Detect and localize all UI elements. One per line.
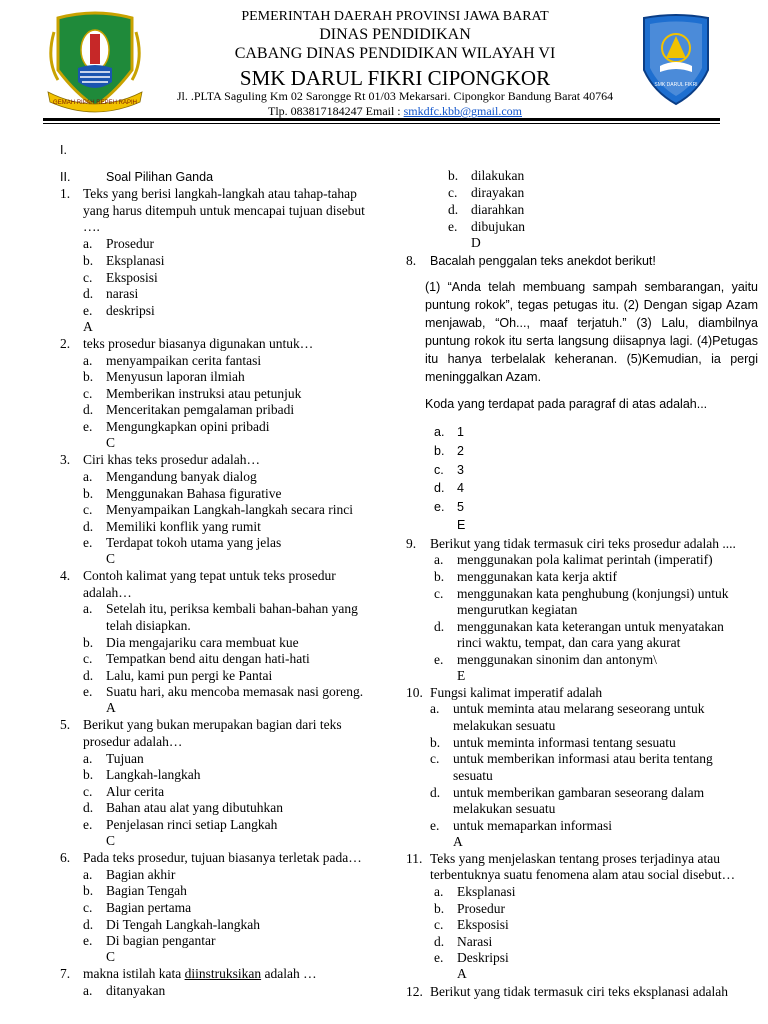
option-text: untuk memaparkan informasi [453,818,612,833]
option-letter: a. [434,425,445,439]
option-letter: d. [83,800,94,815]
question-number: 12. [406,984,423,999]
option-text: Alur cerita [106,784,165,799]
option-text: Lalu, kami pun pergi ke Pantai [106,668,273,683]
answer-key: A [83,319,93,334]
option-text: mengurutkan kegiatan [457,602,578,617]
question-number: 8. [406,253,417,268]
answer-key: E [457,518,466,532]
answer-key: A [453,834,463,849]
option-text: sesuatu [453,768,493,783]
option-text: Menyampaikan Langkah-langkah secara rinci [106,502,354,517]
option-text: melakukan sesuatu [453,801,556,816]
option-text: Terdapat tokoh utama yang jelas [106,535,282,550]
header-school-name: SMK DARUL FIKRI CIPONGKOR [239,66,551,90]
option-letter: a. [83,353,93,368]
option-letter: b. [448,168,459,183]
question-text: teks prosedur biasanya digunakan untuk… [83,336,314,351]
header-divider-thick [43,118,720,121]
option-text: Eksposisi [106,270,158,285]
option-text: Di bagian pengantar [106,933,216,948]
option-text: narasi [106,286,139,301]
option-letter: c. [430,751,440,766]
option-text: diarahkan [471,202,525,217]
question-text: Fungsi kalimat imperatif adalah [430,685,603,700]
option-letter: c. [434,463,444,477]
question-text: Bacalah penggalan teks anekdot berikut! [430,254,656,268]
option-letter: e. [83,419,93,434]
school-badge-logo [638,14,714,106]
answer-key: A [106,700,116,715]
option-text: Memberikan instruksi atau petunjuk [106,386,302,401]
question-text: Ciri khas teks prosedur adalah… [83,452,260,467]
question-number: 11. [406,851,423,866]
option-text: Setelah itu, periksa kembali bahan-bahan yang [106,601,358,616]
option-letter: d. [434,619,445,634]
option-text: melakukan sesuatu [453,718,556,733]
question-text: Teks yang berisi langkah-langkah atau tahap-tahap [83,186,357,201]
option-text: Bagian pertama [106,900,192,915]
option-text: dilakukan [471,168,525,183]
option-text: Bahan atau alat yang dibutuhkan [106,800,283,815]
question-number: 4. [60,568,71,583]
option-text: Langkah-langkah [106,767,201,782]
option-letter: d. [83,519,94,534]
option-text: menggunakan kata keterangan untuk menyatakan [457,619,724,634]
option-letter: b. [434,901,445,916]
answer-key: C [106,833,116,848]
section-number-1: I. [60,143,67,157]
option-letter: a. [434,552,444,567]
option-text: menggunakan kata kerja aktif [457,569,618,584]
option-text: untuk memberikan informasi atau berita tentang [453,751,713,766]
header-divider-thin [43,123,720,124]
option-text: telah disiapkan. [106,618,191,633]
option-text: Menceritakan pemgalaman pribadi [106,402,295,417]
question-text [83,966,317,982]
option-letter: c. [83,651,93,666]
option-letter: c. [83,784,93,799]
question-text-part: adalah … [261,966,317,981]
underlined-term: diinstruksikan [184,966,262,981]
option-text: Memiliki konflik yang rumit [106,519,261,534]
option-letter: b. [83,369,94,384]
option-text: dirayakan [471,185,525,200]
option-text: Prosedur [106,236,154,251]
question-number: 7. [60,966,71,981]
option-text: Di Tengah Langkah-langkah [106,917,261,932]
option-letter: c. [434,917,444,932]
section-number-2: II. [60,170,71,184]
option-letter: a. [83,751,93,766]
question-text: adalah… [83,585,132,600]
option-letter: a. [83,469,93,484]
header-government: PEMERINTAH DAERAH PROVINSI JAWA BARAT [241,9,549,24]
option-text: Deskripsi [457,950,509,965]
answer-key: C [106,949,116,964]
option-text: menggunakan pola kalimat perintah (imperatif) [457,552,713,567]
option-letter: c. [83,900,93,915]
option-text: Mengandung banyak dialog [106,469,257,484]
section-title: Soal Pilihan Ganda [106,170,214,184]
question-text: Contoh kalimat yang tepat untuk teks prosedur [83,568,336,583]
option-text: menggunakan sinonim dan antonym\ [457,652,657,667]
option-text: untuk memberikan gambaran seseorang dalam [453,785,705,800]
option-text: 4 [457,481,464,495]
option-letter: a. [434,884,444,899]
option-text: Penjelasan rinci setiap Langkah [106,817,278,832]
option-letter: c. [83,386,93,401]
option-letter: d. [430,785,441,800]
option-letter: c. [83,502,93,517]
option-letter: d. [83,668,94,683]
option-letter: a. [430,701,440,716]
option-text: Bagian Tengah [106,883,187,898]
option-letter: d. [83,917,94,932]
question-text: Teks yang menjelaskan tentang proses terjadinya atau [430,851,720,866]
option-text: untuk meminta atau melarang seseorang untuk [453,701,705,716]
answer-key: C [106,551,116,566]
option-letter: e. [83,535,93,550]
option-letter: e. [83,303,93,318]
option-letter: e. [83,684,93,699]
option-text: Narasi [457,934,493,949]
option-letter: d. [83,402,94,417]
option-letter: d. [448,202,459,217]
question-text: prosedur adalah… [83,734,183,749]
answer-key: A [457,966,467,981]
option-text: Eksplanasi [457,884,516,899]
option-text: 2 [457,444,464,458]
answer-key: C [106,435,116,450]
header-address: Jl. .PLTA Saguling Km 02 Sarongge Rt 01/03 Mekarsari. Cipongkor Bandung Barat 40764 [176,89,614,103]
option-text: rinci waktu, tempat, dan cara yang akurat [457,635,681,650]
question-text: Koda yang terdapat pada paragraf di atas adalah... [425,397,708,411]
question-text: …. [83,219,100,234]
option-text: Mengungkapkan opini pribadi [106,419,270,434]
question-text: terbentuknya suatu fenomena alam atau social disebut… [430,867,736,882]
option-letter: b. [83,767,94,782]
question-number: 9. [406,536,417,551]
header-contact [150,104,640,119]
option-text: Eksposisi [457,917,509,932]
question-text: yang harus ditempuh untuk mencapai tujuan disebut [83,203,365,218]
option-text: ditanyakan [106,983,166,998]
option-letter: a. [83,867,93,882]
option-text: 5 [457,500,464,514]
question-number: 5. [60,717,71,732]
option-text: deskripsi [106,303,155,318]
option-text: Menyusun laporan ilmiah [106,369,245,384]
option-letter: c. [83,270,93,285]
option-text: Prosedur [457,901,505,916]
option-text: menggunakan kata penghubung (konjungsi) untuk [457,586,729,601]
option-text: Dia mengajariku cara membuat kue [106,635,299,650]
option-letter: c. [434,586,444,601]
question-text: Berikut yang tidak termasuk ciri teks prosedur adalah .... [430,536,736,551]
option-letter: b. [83,883,94,898]
option-text: Tujuan [106,751,144,766]
option-text: Eksplanasi [106,253,165,268]
option-letter: b. [434,569,445,584]
option-letter: d. [83,286,94,301]
option-letter: d. [434,481,445,495]
option-letter: e. [448,219,458,234]
option-letter: e. [434,500,445,514]
logo-right-text: SMK DARUL FIKRI [654,82,698,88]
question-number: 10. [406,685,423,700]
option-letter: e. [430,818,440,833]
option-text: 3 [457,463,464,477]
question-number: 1. [60,186,71,201]
option-letter: e. [434,950,444,965]
option-text: menyampaikan cerita fantasi [106,353,262,368]
option-letter: b. [83,635,94,650]
header-branch: CABANG DINAS PENDIDIKAN WILAYAH VI [234,45,556,62]
option-letter: c. [448,185,458,200]
option-letter: b. [83,253,94,268]
option-letter: b. [434,444,445,458]
question-number: 6. [60,850,71,865]
option-letter: a. [83,601,93,616]
option-letter: e. [83,817,93,832]
option-text: Menggunakan Bahasa figurative [106,486,282,501]
answer-key: E [457,668,466,683]
option-letter: b. [430,735,441,750]
question-text: Berikut yang bukan merupakan bagian dari teks [83,717,342,732]
option-text: Tempatkan bend aitu dengan hati-hati [106,651,310,666]
header-department: DINAS PENDIDIKAN [319,26,471,43]
question-text: Berikut yang tidak termasuk ciri teks eksplanasi adalah [430,984,729,999]
question-text: Pada teks prosedur, tujuan biasanya terletak pada… [83,850,362,865]
option-text: 1 [457,425,464,439]
answer-key: D [471,235,481,250]
option-text: Bagian akhir [106,867,176,882]
anecdote-passage: (1) “Anda telah membuang sampah sembarangan, yaitu puntung rokok”, tegas petugas itu. (2) Dengan sigap Azam menjawab, “Oh..., maaf terjatuh.” (3) Lalu, diambilnya puntung rokok itu serta langsung diisapnya lagi. (4)Petugas itu hanya terbelalak keheranan. (5)Kemudian, ia pergi meninggalkan Azam. [425,280,758,384]
header-email-link[interactable]: smkdfc.kbb@gmail.com [403,104,523,118]
option-text: untuk meminta informasi tentang sesuatu [453,735,676,750]
option-letter: b. [83,486,94,501]
west-java-emblem-logo [44,10,146,114]
option-letter: d. [434,934,445,949]
option-text: Suatu hari, aku mencoba memasak nasi goreng. [106,684,364,699]
logo-left-motto: GEMAH RIPAH REPEH RAPIH [53,100,137,106]
option-letter: a. [83,983,93,998]
header-phone: Tlp. 083817184247 Email : [267,104,401,118]
option-letter: a. [83,236,93,251]
question-text-part: makna istilah kata [83,966,185,981]
option-text: dibujukan [471,219,525,234]
question-number: 3. [60,452,71,467]
question-number: 2. [60,336,71,351]
option-letter: e. [434,652,444,667]
option-letter: e. [83,933,93,948]
